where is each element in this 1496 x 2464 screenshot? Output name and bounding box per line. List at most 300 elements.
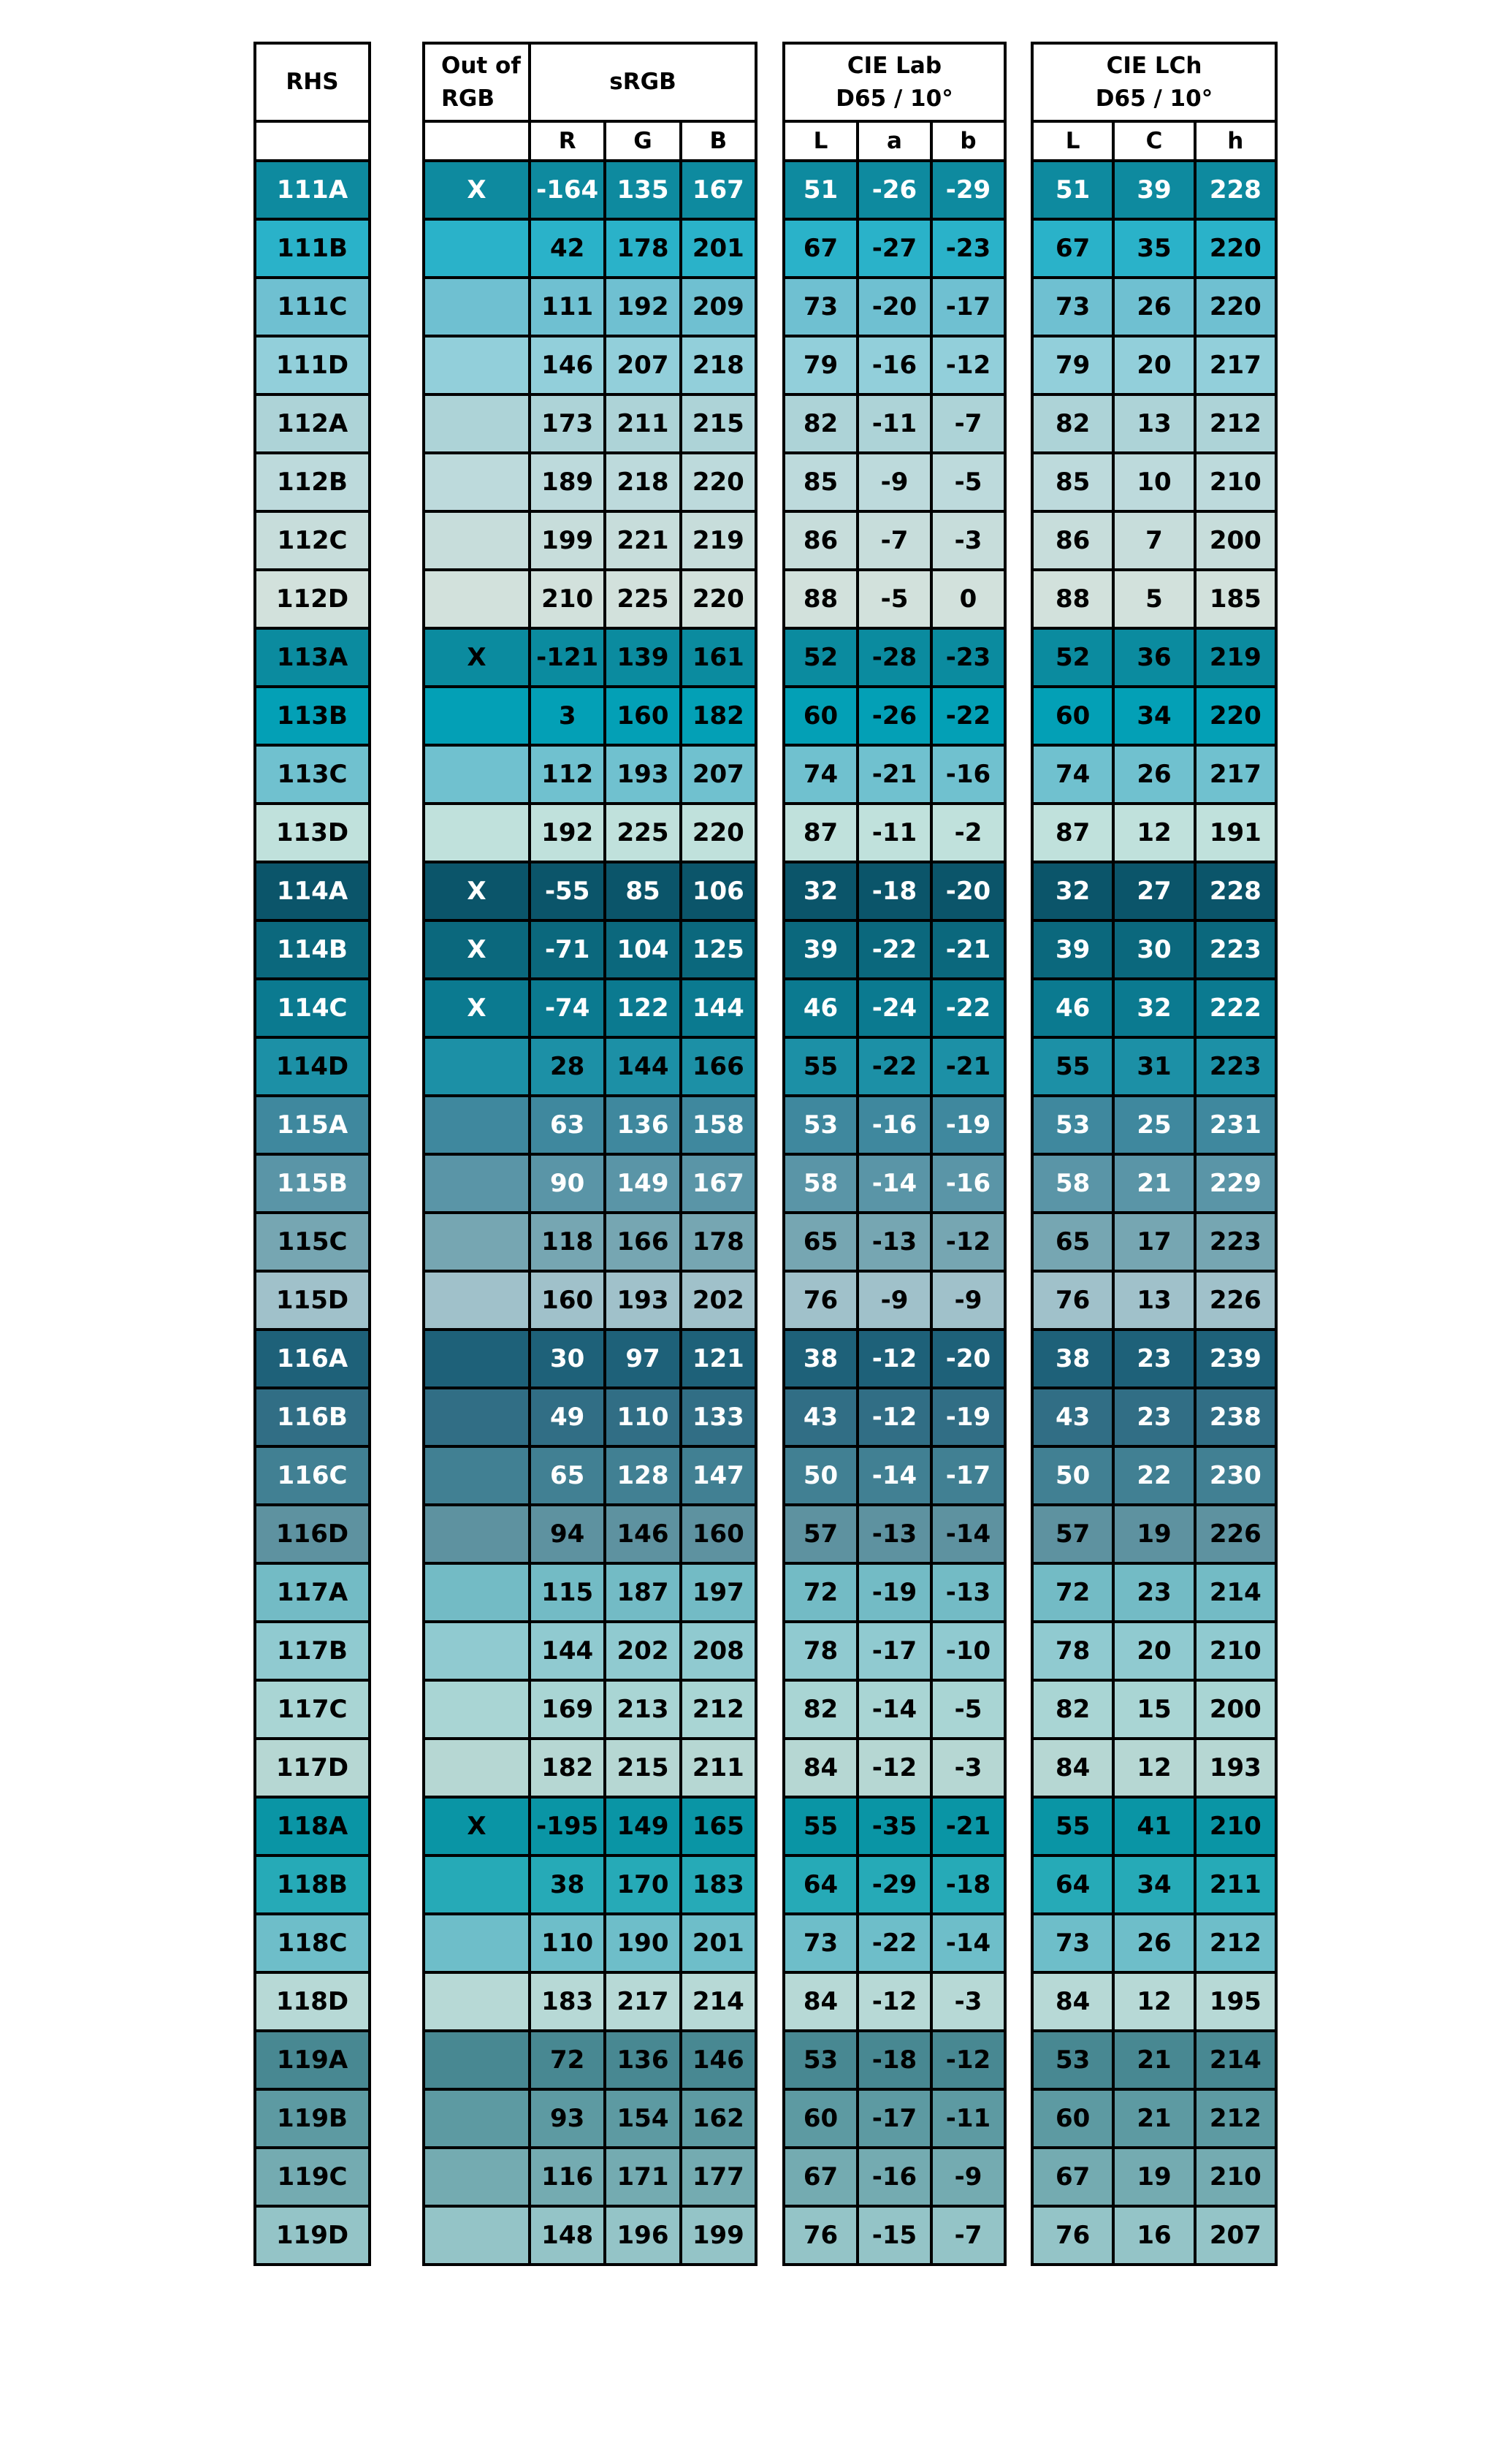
lab-a-cell: -35 xyxy=(859,1799,930,1854)
lab-a-cell: -16 xyxy=(859,1097,930,1153)
lch-l-cell: 50 xyxy=(1034,1448,1112,1503)
lab-l-cell: 38 xyxy=(785,1331,856,1387)
srgb-r-cell: 49 xyxy=(531,1389,603,1445)
srgb-r-cell: -121 xyxy=(531,630,603,685)
lch-c-cell: 26 xyxy=(1115,747,1193,802)
srgb-g-cell: 196 xyxy=(606,2208,679,2263)
srgb-r-cell: 183 xyxy=(531,1974,603,2029)
srgb-b-cell: 177 xyxy=(682,2149,755,2205)
lab-b-cell: -20 xyxy=(933,1331,1004,1387)
lch-h-cell: 231 xyxy=(1197,1097,1275,1153)
lch-h-cell: 222 xyxy=(1197,980,1275,1036)
out-of-rgb-header: Out of RGB xyxy=(425,45,528,120)
lab-b-cell: -14 xyxy=(933,1915,1004,1971)
lab-l-cell: 73 xyxy=(785,279,856,335)
rhs-code-cell: 112A xyxy=(256,396,368,451)
lch-c-cell: 32 xyxy=(1115,980,1193,1036)
cie-lch-header: CIE LCh D65 / 10° xyxy=(1034,45,1275,120)
srgb-g-cell: 144 xyxy=(606,1039,679,1094)
lab-b-cell: -18 xyxy=(933,1857,1004,1912)
lch-l-cell: 84 xyxy=(1034,1740,1112,1796)
rhs-code-cell: 119D xyxy=(256,2208,368,2263)
out-of-rgb-flag xyxy=(425,221,528,276)
rhs-code-cell: 117D xyxy=(256,1740,368,1796)
srgb-g-cell: 211 xyxy=(606,396,679,451)
lab-b-cell: -29 xyxy=(933,162,1004,218)
lch-l-cell: 64 xyxy=(1034,1857,1112,1912)
lch-l-cell: 57 xyxy=(1034,1506,1112,1562)
lch-l-cell: 78 xyxy=(1034,1623,1112,1679)
lch-l-cell: 58 xyxy=(1034,1156,1112,1211)
rhs-code-cell: 111A xyxy=(256,162,368,218)
lab-b-cell: -12 xyxy=(933,2032,1004,2088)
lch-l-cell: 73 xyxy=(1034,279,1112,335)
srgb-r-cell: 28 xyxy=(531,1039,603,1094)
out-of-rgb-flag xyxy=(425,2032,528,2088)
lab-a-cell: -11 xyxy=(859,396,930,451)
lch-h-cell: 212 xyxy=(1197,1915,1275,1971)
srgb-r-cell: 72 xyxy=(531,2032,603,2088)
rhs-code-cell: 112B xyxy=(256,454,368,510)
lch-h-cell: 239 xyxy=(1197,1331,1275,1387)
srgb-b-cell: 125 xyxy=(682,922,755,977)
lch-h-cell: 211 xyxy=(1197,1857,1275,1912)
out-of-rgb-flag xyxy=(425,279,528,335)
srgb-g-cell: 149 xyxy=(606,1156,679,1211)
lch-c-cell: 15 xyxy=(1115,1682,1193,1737)
lch-c-cell: 27 xyxy=(1115,863,1193,919)
lab-subheader-a: a xyxy=(859,123,930,159)
lab-subheader-b: b xyxy=(933,123,1004,159)
srgb-g-cell: 166 xyxy=(606,1214,679,1270)
srgb-b-cell: 133 xyxy=(682,1389,755,1445)
srgb-r-cell: 118 xyxy=(531,1214,603,1270)
lch-c-cell: 36 xyxy=(1115,630,1193,685)
lab-b-cell: -19 xyxy=(933,1097,1004,1153)
srgb-g-cell: 187 xyxy=(606,1565,679,1620)
srgb-b-cell: 144 xyxy=(682,980,755,1036)
lch-c-cell: 12 xyxy=(1115,1974,1193,2029)
srgb-g-cell: 207 xyxy=(606,337,679,393)
lch-l-cell: 52 xyxy=(1034,630,1112,685)
srgb-r-cell: 110 xyxy=(531,1915,603,1971)
rhs-code-cell: 114C xyxy=(256,980,368,1036)
lab-b-cell: -9 xyxy=(933,2149,1004,2205)
lab-a-cell: -22 xyxy=(859,1915,930,1971)
out-of-rgb-flag xyxy=(425,1039,528,1094)
lch-l-cell: 65 xyxy=(1034,1214,1112,1270)
lch-subheader-h: h xyxy=(1197,123,1275,159)
lab-a-cell: -14 xyxy=(859,1682,930,1737)
rhs-column xyxy=(253,42,371,2266)
lch-c-cell: 13 xyxy=(1115,1273,1193,1328)
out-of-rgb-flag xyxy=(425,396,528,451)
lab-b-cell: -3 xyxy=(933,513,1004,568)
rhs-code-cell: 111D xyxy=(256,337,368,393)
lch-l-cell: 84 xyxy=(1034,1974,1112,2029)
lch-c-cell: 41 xyxy=(1115,1799,1193,1854)
rhs-code-cell: 115B xyxy=(256,1156,368,1211)
out-of-rgb-flag xyxy=(425,1156,528,1211)
lch-h-cell: 210 xyxy=(1197,1799,1275,1854)
rhs-code-cell: 113A xyxy=(256,630,368,685)
lch-h-cell: 219 xyxy=(1197,630,1275,685)
lch-l-cell: 38 xyxy=(1034,1331,1112,1387)
srgb-r-cell: 160 xyxy=(531,1273,603,1328)
lch-h-cell: 226 xyxy=(1197,1506,1275,1562)
out-of-rgb-flag xyxy=(425,1389,528,1445)
lab-a-cell: -26 xyxy=(859,688,930,744)
lch-c-cell: 23 xyxy=(1115,1565,1193,1620)
lch-c-cell: 39 xyxy=(1115,162,1193,218)
lch-l-cell: 73 xyxy=(1034,1915,1112,1971)
lab-a-cell: -13 xyxy=(859,1214,930,1270)
out-of-rgb-flag xyxy=(425,1273,528,1328)
rhs-code-cell: 115D xyxy=(256,1273,368,1328)
srgb-b-cell: 121 xyxy=(682,1331,755,1387)
out-of-rgb-flag xyxy=(425,1682,528,1737)
srgb-b-cell: 147 xyxy=(682,1448,755,1503)
lab-b-cell: -12 xyxy=(933,337,1004,393)
rhs-code-cell: 118C xyxy=(256,1915,368,1971)
lch-l-cell: 43 xyxy=(1034,1389,1112,1445)
srgb-g-cell: 225 xyxy=(606,805,679,861)
out-of-rgb-flag: X xyxy=(425,980,528,1036)
lch-h-cell: 191 xyxy=(1197,805,1275,861)
srgb-table xyxy=(422,42,757,2266)
lch-c-cell: 10 xyxy=(1115,454,1193,510)
lab-a-cell: -17 xyxy=(859,1623,930,1679)
srgb-b-cell: 183 xyxy=(682,1857,755,1912)
lch-c-cell: 30 xyxy=(1115,922,1193,977)
lab-b-cell: -22 xyxy=(933,980,1004,1036)
lab-b-cell: -23 xyxy=(933,630,1004,685)
srgb-b-cell: 167 xyxy=(682,162,755,218)
rhs-code-cell: 117A xyxy=(256,1565,368,1620)
srgb-r-cell: 30 xyxy=(531,1331,603,1387)
lab-l-cell: 79 xyxy=(785,337,856,393)
srgb-g-cell: 104 xyxy=(606,922,679,977)
lab-l-cell: 51 xyxy=(785,162,856,218)
lab-a-cell: -16 xyxy=(859,2149,930,2205)
lab-a-cell: -17 xyxy=(859,2091,930,2146)
lch-c-cell: 13 xyxy=(1115,396,1193,451)
lab-a-cell: -26 xyxy=(859,162,930,218)
lch-c-cell: 21 xyxy=(1115,1156,1193,1211)
out-of-rgb-flag xyxy=(425,2208,528,2263)
lab-b-cell: -7 xyxy=(933,396,1004,451)
out-of-rgb-flag xyxy=(425,1974,528,2029)
lab-l-cell: 78 xyxy=(785,1623,856,1679)
lab-a-cell: -19 xyxy=(859,1565,930,1620)
rhs-code-cell: 113C xyxy=(256,747,368,802)
lab-a-cell: -9 xyxy=(859,454,930,510)
srgb-g-cell: 110 xyxy=(606,1389,679,1445)
out-of-rgb-flag xyxy=(425,688,528,744)
lab-l-cell: 53 xyxy=(785,2032,856,2088)
srgb-b-cell: 215 xyxy=(682,396,755,451)
srgb-b-cell: 161 xyxy=(682,630,755,685)
lab-a-cell: -20 xyxy=(859,279,930,335)
rhs-code-cell: 115C xyxy=(256,1214,368,1270)
lab-b-cell: -10 xyxy=(933,1623,1004,1679)
lch-l-cell: 55 xyxy=(1034,1039,1112,1094)
srgb-r-cell: 192 xyxy=(531,805,603,861)
lch-h-cell: 214 xyxy=(1197,2032,1275,2088)
lch-h-cell: 220 xyxy=(1197,279,1275,335)
lch-l-cell: 74 xyxy=(1034,747,1112,802)
srgb-g-cell: 193 xyxy=(606,1273,679,1328)
out-of-rgb-flag xyxy=(425,805,528,861)
lch-l-cell: 39 xyxy=(1034,922,1112,977)
lch-h-cell: 226 xyxy=(1197,1273,1275,1328)
srgb-b-cell: 162 xyxy=(682,2091,755,2146)
srgb-g-cell: 122 xyxy=(606,980,679,1036)
lab-b-cell: -3 xyxy=(933,1974,1004,2029)
rhs-code-cell: 112D xyxy=(256,571,368,627)
lab-l-cell: 82 xyxy=(785,396,856,451)
srgb-g-cell: 215 xyxy=(606,1740,679,1796)
lch-h-cell: 210 xyxy=(1197,2149,1275,2205)
srgb-r-cell: -164 xyxy=(531,162,603,218)
srgb-header: sRGB xyxy=(531,45,755,120)
lab-b-cell: -21 xyxy=(933,1039,1004,1094)
srgb-b-cell: 146 xyxy=(682,2032,755,2088)
lch-l-cell: 85 xyxy=(1034,454,1112,510)
lab-b-cell: -17 xyxy=(933,279,1004,335)
srgb-g-cell: 217 xyxy=(606,1974,679,2029)
srgb-g-cell: 225 xyxy=(606,571,679,627)
lab-a-cell: -21 xyxy=(859,747,930,802)
lab-a-cell: -24 xyxy=(859,980,930,1036)
lab-b-cell: -9 xyxy=(933,1273,1004,1328)
srgb-g-cell: 149 xyxy=(606,1799,679,1854)
srgb-g-cell: 146 xyxy=(606,1506,679,1562)
lab-a-cell: -5 xyxy=(859,571,930,627)
out-of-rgb-flag xyxy=(425,747,528,802)
srgb-r-cell: -71 xyxy=(531,922,603,977)
lab-a-cell: -27 xyxy=(859,221,930,276)
out-of-rgb-subheader-blank xyxy=(425,123,528,159)
lch-c-cell: 22 xyxy=(1115,1448,1193,1503)
out-of-rgb-flag xyxy=(425,2149,528,2205)
srgb-r-cell: 94 xyxy=(531,1506,603,1562)
lab-l-cell: 57 xyxy=(785,1506,856,1562)
cie-lab-header: CIE Lab D65 / 10° xyxy=(785,45,1004,120)
lch-h-cell: 210 xyxy=(1197,454,1275,510)
lab-l-cell: 58 xyxy=(785,1156,856,1211)
lab-l-cell: 60 xyxy=(785,688,856,744)
out-of-rgb-flag xyxy=(425,571,528,627)
srgb-g-cell: 192 xyxy=(606,279,679,335)
lab-b-cell: -21 xyxy=(933,922,1004,977)
srgb-r-cell: 169 xyxy=(531,1682,603,1737)
lab-l-cell: 55 xyxy=(785,1799,856,1854)
srgb-r-cell: 3 xyxy=(531,688,603,744)
lch-l-cell: 82 xyxy=(1034,396,1112,451)
lch-c-cell: 19 xyxy=(1115,1506,1193,1562)
lab-a-cell: -18 xyxy=(859,863,930,919)
lab-l-cell: 67 xyxy=(785,221,856,276)
srgb-r-cell: 65 xyxy=(531,1448,603,1503)
srgb-r-cell: 144 xyxy=(531,1623,603,1679)
lab-l-cell: 76 xyxy=(785,2208,856,2263)
lch-l-cell: 60 xyxy=(1034,2091,1112,2146)
srgb-b-cell: 220 xyxy=(682,571,755,627)
srgb-b-cell: 182 xyxy=(682,688,755,744)
lch-h-cell: 212 xyxy=(1197,396,1275,451)
lab-a-cell: -9 xyxy=(859,1273,930,1328)
lab-b-cell: -5 xyxy=(933,454,1004,510)
lab-l-cell: 32 xyxy=(785,863,856,919)
out-of-rgb-flag: X xyxy=(425,863,528,919)
srgb-b-cell: 178 xyxy=(682,1214,755,1270)
lch-c-cell: 34 xyxy=(1115,1857,1193,1912)
lab-a-cell: -28 xyxy=(859,630,930,685)
lch-l-cell: 53 xyxy=(1034,2032,1112,2088)
lab-b-cell: -20 xyxy=(933,863,1004,919)
lch-h-cell: 217 xyxy=(1197,747,1275,802)
lab-b-cell: 0 xyxy=(933,571,1004,627)
rhs-code-cell: 117C xyxy=(256,1682,368,1737)
srgb-r-cell: 146 xyxy=(531,337,603,393)
out-of-rgb-flag xyxy=(425,1331,528,1387)
srgb-r-cell: 182 xyxy=(531,1740,603,1796)
lab-b-cell: -7 xyxy=(933,2208,1004,2263)
lch-l-cell: 76 xyxy=(1034,1273,1112,1328)
lab-subheader-L: L xyxy=(785,123,856,159)
lch-l-cell: 67 xyxy=(1034,221,1112,276)
lab-a-cell: -22 xyxy=(859,1039,930,1094)
srgb-g-cell: 170 xyxy=(606,1857,679,1912)
lch-l-cell: 88 xyxy=(1034,571,1112,627)
lch-l-cell: 32 xyxy=(1034,863,1112,919)
srgb-g-cell: 136 xyxy=(606,2032,679,2088)
lab-l-cell: 53 xyxy=(785,1097,856,1153)
srgb-r-cell: 115 xyxy=(531,1565,603,1620)
srgb-b-cell: 160 xyxy=(682,1506,755,1562)
srgb-b-cell: 211 xyxy=(682,1740,755,1796)
lab-b-cell: -21 xyxy=(933,1799,1004,1854)
lch-c-cell: 16 xyxy=(1115,2208,1193,2263)
lab-l-cell: 84 xyxy=(785,1740,856,1796)
lab-b-cell: -5 xyxy=(933,1682,1004,1737)
lab-b-cell: -13 xyxy=(933,1565,1004,1620)
srgb-b-cell: 212 xyxy=(682,1682,755,1737)
lch-h-cell: 212 xyxy=(1197,2091,1275,2146)
lch-subheader-c: C xyxy=(1115,123,1193,159)
rhs-code-cell: 114A xyxy=(256,863,368,919)
lab-b-cell: -23 xyxy=(933,221,1004,276)
lch-h-cell: 230 xyxy=(1197,1448,1275,1503)
srgb-r-cell: -74 xyxy=(531,980,603,1036)
lch-h-cell: 228 xyxy=(1197,162,1275,218)
srgb-g-cell: 128 xyxy=(606,1448,679,1503)
lab-a-cell: -11 xyxy=(859,805,930,861)
lab-a-cell: -18 xyxy=(859,2032,930,2088)
cie-lab-table xyxy=(782,42,1007,2266)
srgb-b-cell: 197 xyxy=(682,1565,755,1620)
lch-h-cell: 214 xyxy=(1197,1565,1275,1620)
rhs-code-cell: 118D xyxy=(256,1974,368,2029)
srgb-r-cell: 112 xyxy=(531,747,603,802)
lab-l-cell: 86 xyxy=(785,513,856,568)
rhs-code-cell: 112C xyxy=(256,513,368,568)
rhs-code-cell: 116B xyxy=(256,1389,368,1445)
out-of-rgb-flag xyxy=(425,1857,528,1912)
lch-c-cell: 31 xyxy=(1115,1039,1193,1094)
rhs-code-cell: 111C xyxy=(256,279,368,335)
lch-h-cell: 220 xyxy=(1197,688,1275,744)
lab-b-cell: -19 xyxy=(933,1389,1004,1445)
lch-h-cell: 217 xyxy=(1197,337,1275,393)
lch-l-cell: 51 xyxy=(1034,162,1112,218)
srgb-g-cell: 178 xyxy=(606,221,679,276)
lch-l-cell: 53 xyxy=(1034,1097,1112,1153)
rhs-code-cell: 118A xyxy=(256,1799,368,1854)
lab-a-cell: -12 xyxy=(859,1331,930,1387)
lab-b-cell: -12 xyxy=(933,1214,1004,1270)
srgb-g-cell: 85 xyxy=(606,863,679,919)
rhs-code-cell: 116C xyxy=(256,1448,368,1503)
lab-b-cell: -2 xyxy=(933,805,1004,861)
rhs-code-cell: 113D xyxy=(256,805,368,861)
out-of-rgb-flag xyxy=(425,1623,528,1679)
lab-l-cell: 84 xyxy=(785,1974,856,2029)
lch-c-cell: 12 xyxy=(1115,1740,1193,1796)
lch-l-cell: 86 xyxy=(1034,513,1112,568)
srgb-g-cell: 139 xyxy=(606,630,679,685)
srgb-b-cell: 199 xyxy=(682,2208,755,2263)
lab-a-cell: -29 xyxy=(859,1857,930,1912)
out-of-rgb-flag xyxy=(425,1097,528,1153)
rhs-code-cell: 117B xyxy=(256,1623,368,1679)
rhs-subheader-blank xyxy=(256,123,368,159)
srgb-r-cell: -55 xyxy=(531,863,603,919)
out-of-rgb-flag xyxy=(425,2091,528,2146)
lch-c-cell: 34 xyxy=(1115,688,1193,744)
srgb-g-cell: 154 xyxy=(606,2091,679,2146)
srgb-g-cell: 97 xyxy=(606,1331,679,1387)
lch-h-cell: 223 xyxy=(1197,1039,1275,1094)
srgb-b-cell: 209 xyxy=(682,279,755,335)
lch-h-cell: 228 xyxy=(1197,863,1275,919)
srgb-b-cell: 165 xyxy=(682,1799,755,1854)
srgb-b-cell: 220 xyxy=(682,454,755,510)
lch-c-cell: 23 xyxy=(1115,1389,1193,1445)
lab-a-cell: -14 xyxy=(859,1448,930,1503)
lab-l-cell: 60 xyxy=(785,2091,856,2146)
out-of-rgb-flag: X xyxy=(425,630,528,685)
lch-c-cell: 26 xyxy=(1115,279,1193,335)
lab-a-cell: -12 xyxy=(859,1740,930,1796)
lab-a-cell: -14 xyxy=(859,1156,930,1211)
lab-a-cell: -12 xyxy=(859,1974,930,2029)
lch-c-cell: 5 xyxy=(1115,571,1193,627)
lab-l-cell: 72 xyxy=(785,1565,856,1620)
rhs-code-cell: 114D xyxy=(256,1039,368,1094)
srgb-subheader-r: R xyxy=(531,123,603,159)
lab-l-cell: 88 xyxy=(785,571,856,627)
lch-h-cell: 200 xyxy=(1197,513,1275,568)
srgb-r-cell: 148 xyxy=(531,2208,603,2263)
lch-c-cell: 19 xyxy=(1115,2149,1193,2205)
lch-h-cell: 223 xyxy=(1197,922,1275,977)
lch-h-cell: 210 xyxy=(1197,1623,1275,1679)
lab-b-cell: -11 xyxy=(933,2091,1004,2146)
out-of-rgb-flag xyxy=(425,1915,528,1971)
lab-l-cell: 73 xyxy=(785,1915,856,1971)
